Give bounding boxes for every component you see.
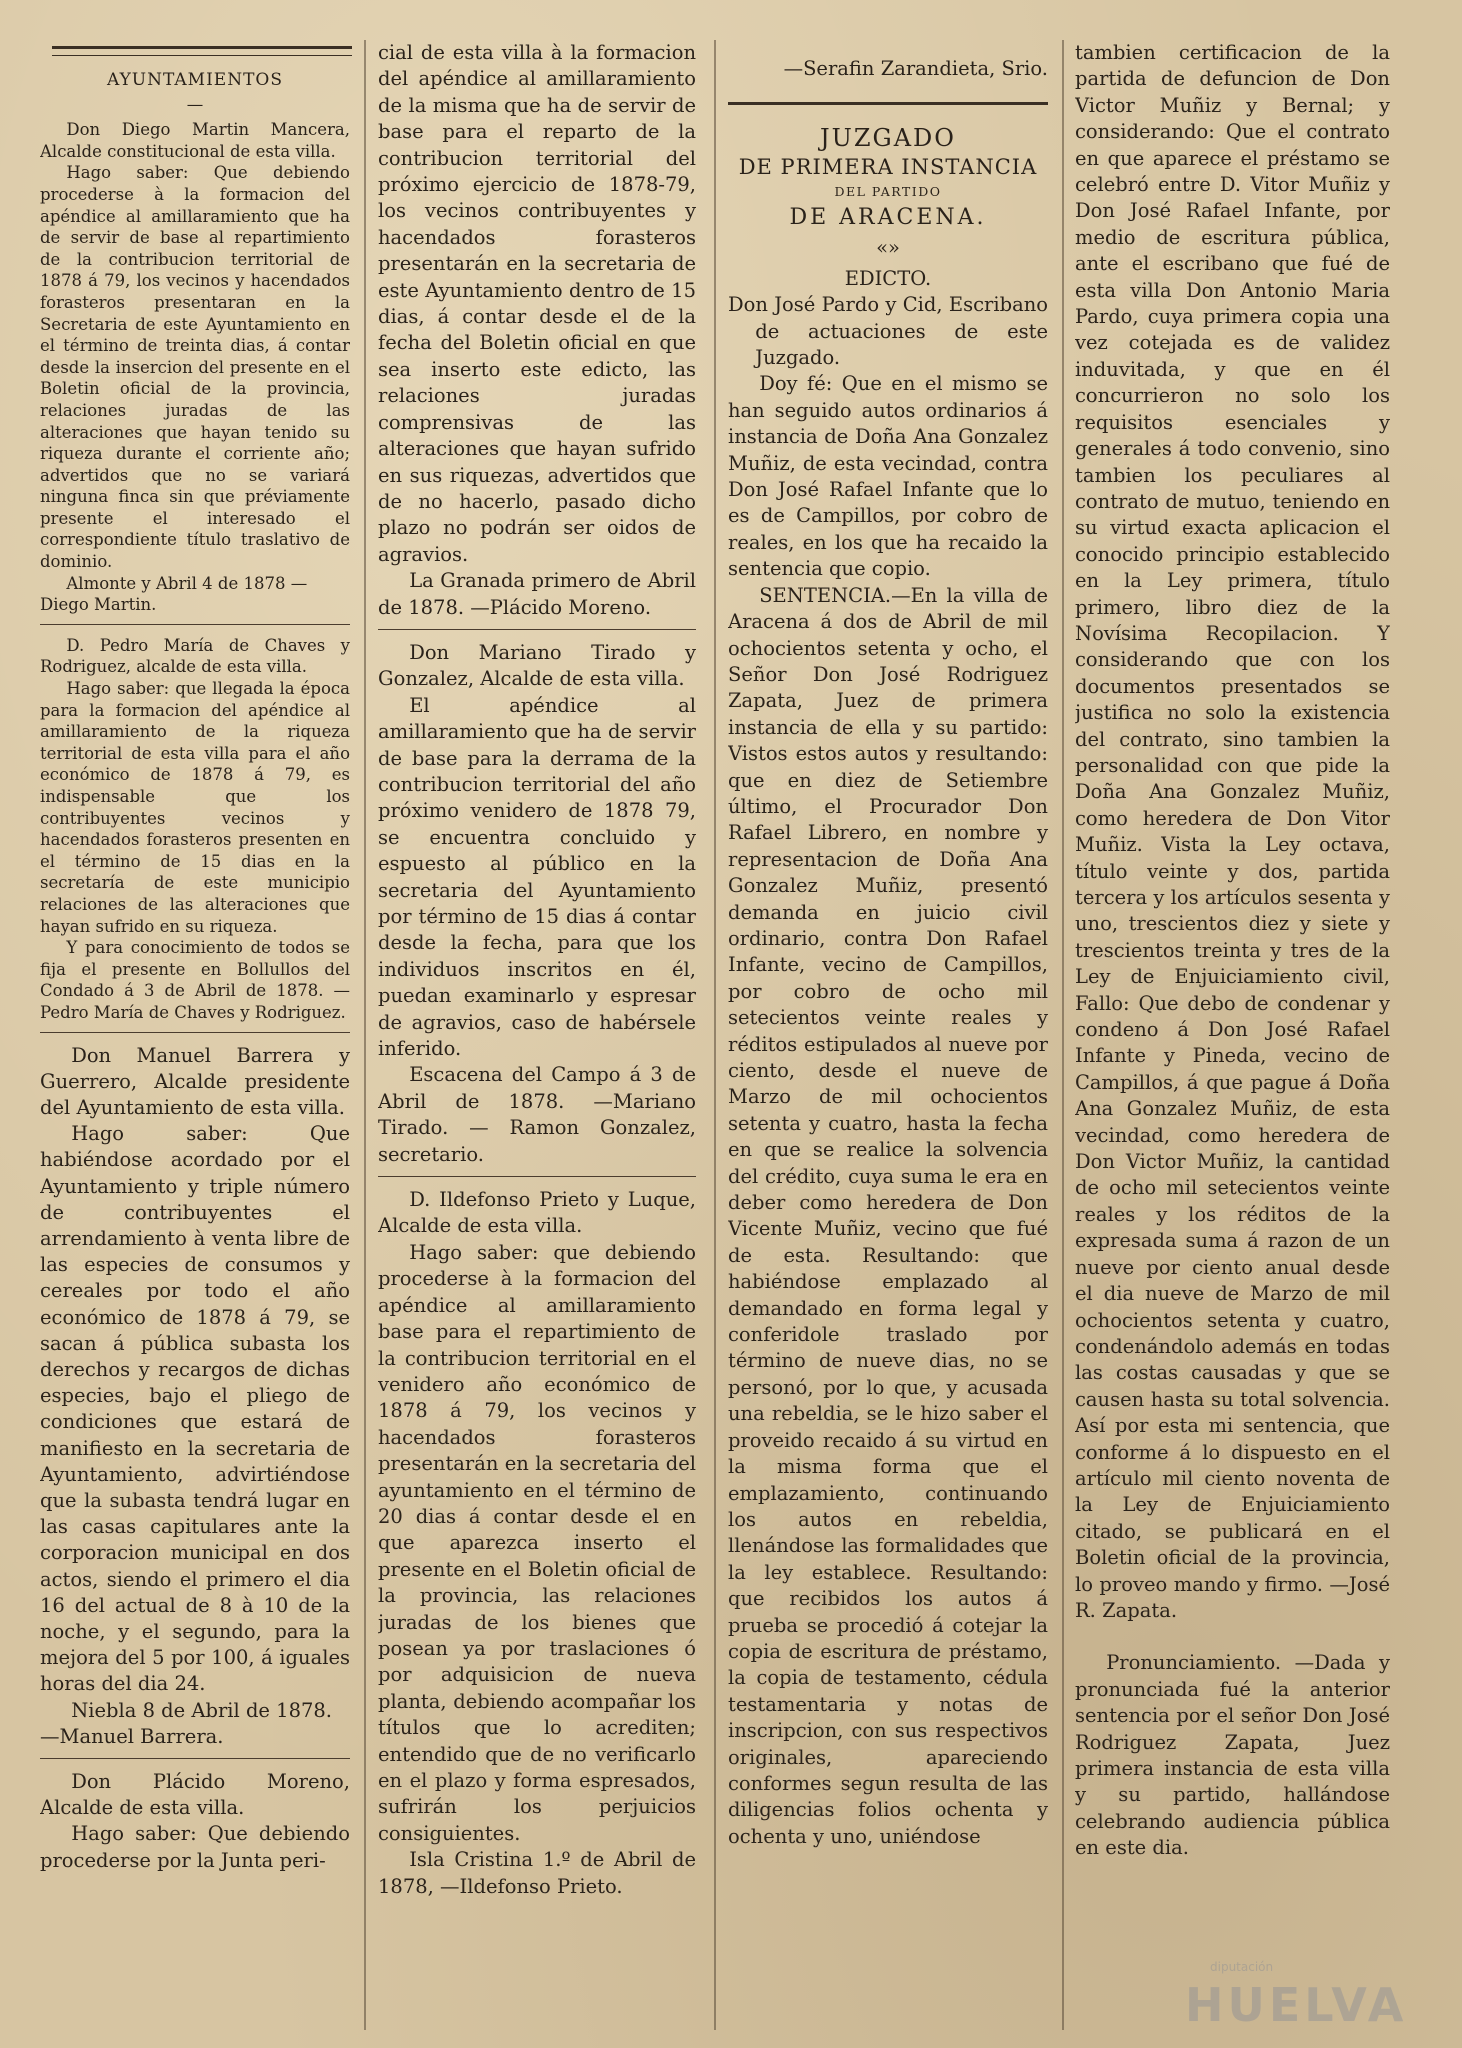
heading-dash: — — [186, 94, 204, 114]
divider — [378, 1176, 696, 1177]
edict-title: EDICTO. — [844, 266, 932, 290]
divider — [40, 1758, 350, 1759]
notice-4-intro: Don Plácido Moreno, Alcalde de esta villa. — [40, 1770, 350, 1820]
notice-5-intro: Don Mariano Tirado y Gonzalez, Alcalde de esta villa. — [378, 640, 696, 691]
column-3 — [728, 40, 1048, 2035]
column-rule — [364, 40, 366, 2030]
column-4 — [1075, 40, 1390, 2035]
notice-2-intro: D. Pedro María de Chaves y Rodriguez, alcalde de esta villa. — [40, 635, 350, 677]
notice-3-intro: Don Manuel Barrera y Guerrero, Alcalde presidente del Ayuntamiento de esta villa. — [40, 1043, 350, 1119]
column-2 — [378, 40, 696, 2035]
notice-6-date: Isla Cristina 1.º de Abril de 1878, —Ildefonso Prieto. — [378, 1848, 696, 1898]
column-rule — [1062, 40, 1064, 2030]
divider — [40, 624, 350, 625]
notice-4-date: La Granada primero de Abril de 1878. —Plácido Moreno. — [378, 569, 696, 619]
sentence-continued: tambien certificacion de la partida de defuncion de Don Victor Muñiz y Bernal; y considerando: Que el contrato en que aparece el préstamo se celebró entre D. Vitor Muñiz y Don José Rafael Infante, por medio de escritura pública, ante el escribano que fué de esta villa Don Antonio Maria Pardo, cuya primera copia una vez cotejada es de validez induvitada, y que en él concurrieron no solo los requisitos esenciales y generales á todo convenio, sino tambien los peculiares al contrato de mutuo, teniendo en su virtud exacta aplicacion el conocido principio establecido en la Ley primera, título primero, libro diez de la Novísima Recopilacion. Y considerando que con los documentos presentados se justifica no solo la existencia del contrato, sino tambien la personalidad con que pide la Doña Ana Gonzalez Muñiz, como heredera de Don Vitor Muñiz. Vista la Ley octava, título veinte y dos, partida tercera y los artículos sesenta y uno, trescientos diez y siete y trescientos treinta y tres de la Ley de Enjuiciamiento civil, Fallo: Que debo de condenar y condeno á Don José Rafael Infante y Pineda, vecino de Campillos, á que pague á Doña Ana Gonzalez Muñiz, de esta vecindad, como heredera de Don Victor Muñiz, la cantidad de ocho mil setecientos veinte reales y los réditos de la expresada suma á razon de un nueve por ciento anual desde el dia nueve de Marzo de mil ochocientos setenta y cuatro, condenándolo además en todas las costas causadas y que se causen hasta su total solvencia. Así por esta mi sentencia, que conforme á lo dispuesto en el artículo mil ciento noventa de la Ley de Enjuiciamiento citado, se publicará en el Boletin oficial de la provincia, lo proveo mando y firmo. —José R. Zapata. — [1075, 41, 1390, 1622]
court-place: DE ARACENA. — [789, 205, 987, 231]
edict-body: Doy fé: Que en el mismo se han seguido autos ordinarios á instancia de Doña Ana Gonzalez Muñiz, de esta vecindad, contra Don José Rafael Infante que lo es de Campillos, por cobro de reales, en los que ha recaido la sentencia que copio. — [728, 372, 1048, 581]
column-1 — [40, 40, 350, 2035]
pronouncement: Pronunciamiento. —Dada y pronunciada fué la anterior sentencia por el señor Don José Rodriguez Zapata, Juez primera instancia de esta villa y su partido, hallándose celebrando audiencia pública en este dia. — [1075, 1651, 1390, 1860]
notice-2-body: Hago saber: que llegada la época para la formacion del apéndice al amillaramiento de la riqueza territorial de esta villa para el año económico de 1878 á 79, es indispensable que los contribuyentes vecinos y hacendados forasteros presenten en el término de 15 dias en la secretaría de este municipio relaciones de las alteraciones que hayan sufrido en su riqueza. — [40, 679, 350, 936]
notice-6-body: Hago saber: que debiendo procederse à la formacion del apéndice al amillaramiento base para el repartimiento de la contribucion territorial en el venidero año económico de 1878 á 79, los vecinos y hacendados forasteros presentarán en la secretaria del ayuntamiento en el término de 20 dias á contar desde el en que aparezca inserto el presente en el Boletin oficial de la provincia, las relaciones juradas de los bienes que posean ya por traslaciones ó por adquisicion de nueva planta, debiendo acompañar los títulos que lo acrediten; entendido que de no verificarlo en el plazo y forma espresados, sufrirán los perjuicios consiguientes. — [378, 1240, 696, 1845]
section-heading: AYUNTAMIENTOS — [106, 70, 284, 90]
notice-1-date: Almonte y Abril 4 de 1878 — — [66, 573, 308, 593]
court-del: DEL PARTIDO — [834, 184, 942, 200]
notice-1-intro: Don Diego Martin Mancera, Alcalde constitucional de esta villa. — [40, 120, 350, 161]
court-subtitle: DE PRIMERA INSTANCIA — [738, 155, 1038, 180]
notice-5-date: Escacena del Campo á 3 de Abril de 1878. —Mariano Tirado. — Ramon Gonzalez, secretario. — [378, 1063, 696, 1166]
notice-4-body: Hago saber: Que debiendo procederse por la Junta peri- — [40, 1822, 350, 1872]
divider — [40, 1032, 350, 1033]
notice-6-intro: D. Ildefonso Prieto y Luque, Alcalde de esta villa. — [378, 1188, 696, 1238]
divider — [728, 102, 1048, 105]
watermark-logo: HUELVA — [1185, 1978, 1408, 2032]
watermark-small: diputación — [1210, 1960, 1274, 1974]
sentence-label: SENTENCIA. — [759, 583, 892, 607]
sentence-body: —En la villa de Aracena á dos de Abril de mil ochocientos setenta y ocho, el Señor Don José Rodriguez Zapata, Juez de primera instancia de ella y su partido: Vistos estos autos y resultando: que en diez de Setiembre último, el Procurador Don Rafael Librero, en nombre y representacion de Doña Ana Gonzalez Muñiz, presentó demanda en juicio civil ordinario, contra Don Rafael Infante, vecino de Campillos, por cobro de ocho mil setecientos veinte reales y réditos estipulados al nueve por ciento, desde el nueve de Marzo de mil ochocientos setenta y cuatro, hasta la fecha en que se realice la solvencia del crédito, cuya suma le era en deber como heredera de Don Vicente Muñiz, vecino que fué de esta. Resultando: que habiéndose emplazado al demandado en forma legal y conferidole traslado por término de nueve dias, no se personó, por lo que, y acusada una rebeldia, se le hizo saber el proveido recaido á su virtud en la misma forma que el emplazamiento, continuando los autos en rebeldia, llenándose las formalidades que la ley establece. Resultando: que recibidos los autos á prueba se procedió á cotejar la copia de escritura de préstamo, la copia de testamento, cédula testamentaria y notas de inscripcion, con sus respectivos originales, apareciendo conformes segun resulta de las diligencias folios ochenta y ochenta y uno, uniéndose — [728, 583, 1048, 1848]
sentence — [728, 583, 1048, 1851]
notice-3-body: Hago saber: Que habiéndose acordado por el Ayuntamiento y triple número de contribuyentes el arrendamiento à venta libre de las especies de consumos y cereales por todo el año económico de 1878 á 79, se sacan á pública subasta los derechos y recargos de dichas especies, bajo el pliego de condiciones que estará de manifiesto en la secretaria de Ayuntamiento, advirtiéndose que la subasta tendrá lugar en las casas capitulares ante la corporacion municipal en dos actos, siendo el primero el dia 16 del actual de 8 à 10 de la noche, y el segundo, para la mejora del 5 por 100, á iguales horas del dia 24. — [40, 1122, 350, 1696]
divider — [378, 629, 696, 630]
edict-intro: Don José Pardo y Cid, Escribano de actuaciones de este Juzgado. — [728, 293, 1048, 370]
notice-1-sign: Diego Martin. — [40, 595, 157, 615]
column-rule — [714, 40, 716, 2030]
court-title: JUZGADO — [820, 124, 956, 153]
secretary-sign: —Serafin Zarandieta, Srio. — [783, 57, 1048, 80]
notice-1-body: Hago saber: Que debiendo procederse à la formacion del apéndice al amillaramiento que ha de servir de base al repartimiento de la contribucion territorial de 1878 á 79, los vecinos y hacendados forasteros presentaran en la Secretaria de este Ayuntamiento en el término de treinta dias, á contar desde la insercion del presente en el Boletin oficial de la provincia, relaciones juradas de las alteraciones que hayan tenido su riqueza durante el corriente año; advertidos que no se variará ninguna finca sin que préviamente presente el interesado el correspondiente título traslativo de dominio. — [40, 163, 350, 572]
notice-3-sign: —Manuel Barrera. — [40, 1724, 224, 1748]
ornament: «» — [876, 236, 900, 260]
notice-4-continued: cial de esta villa à la formacion del apéndice al amillaramiento de la misma que ha de servir de base para el reparto de la contribucion territorial del próximo ejercicio de 1878-79, los vecinos contribuyentes y hacendados forasteros presentarán en la secretaria de este Ayuntamiento dentro de 15 dias, á contar desde el de la fecha del Boletin oficial en que sea inserto este edicto, las relaciones juradas comprensivas de las alteraciones que hayan sufrido en sus riquezas, advertidos que de no hacerlo, pasado dicho plazo no podrán ser oidos de agravios. — [378, 41, 696, 566]
notice-5-body: El apéndice al amillaramiento que ha de servir de base para la derrama de la contribucion territorial del año próximo venidero de 1878 79, se encuentra concluido y espuesto al público en la secretaria del Ayuntamiento por término de 15 dias á contar desde la fecha, para que los individuos inscritos en él, puedan examinarlo y espresar de agravios, caso de habérsele inferido. — [378, 693, 696, 1061]
notice-3-date: Niebla 8 de Abril de 1878. — [71, 1698, 332, 1722]
notice-2-body2: Y para conocimiento de todos se fija el presente en Bollullos del Condado á 3 de Abril de 1878. —Pedro María de Chaves y Rodriguez. — [40, 938, 350, 1022]
